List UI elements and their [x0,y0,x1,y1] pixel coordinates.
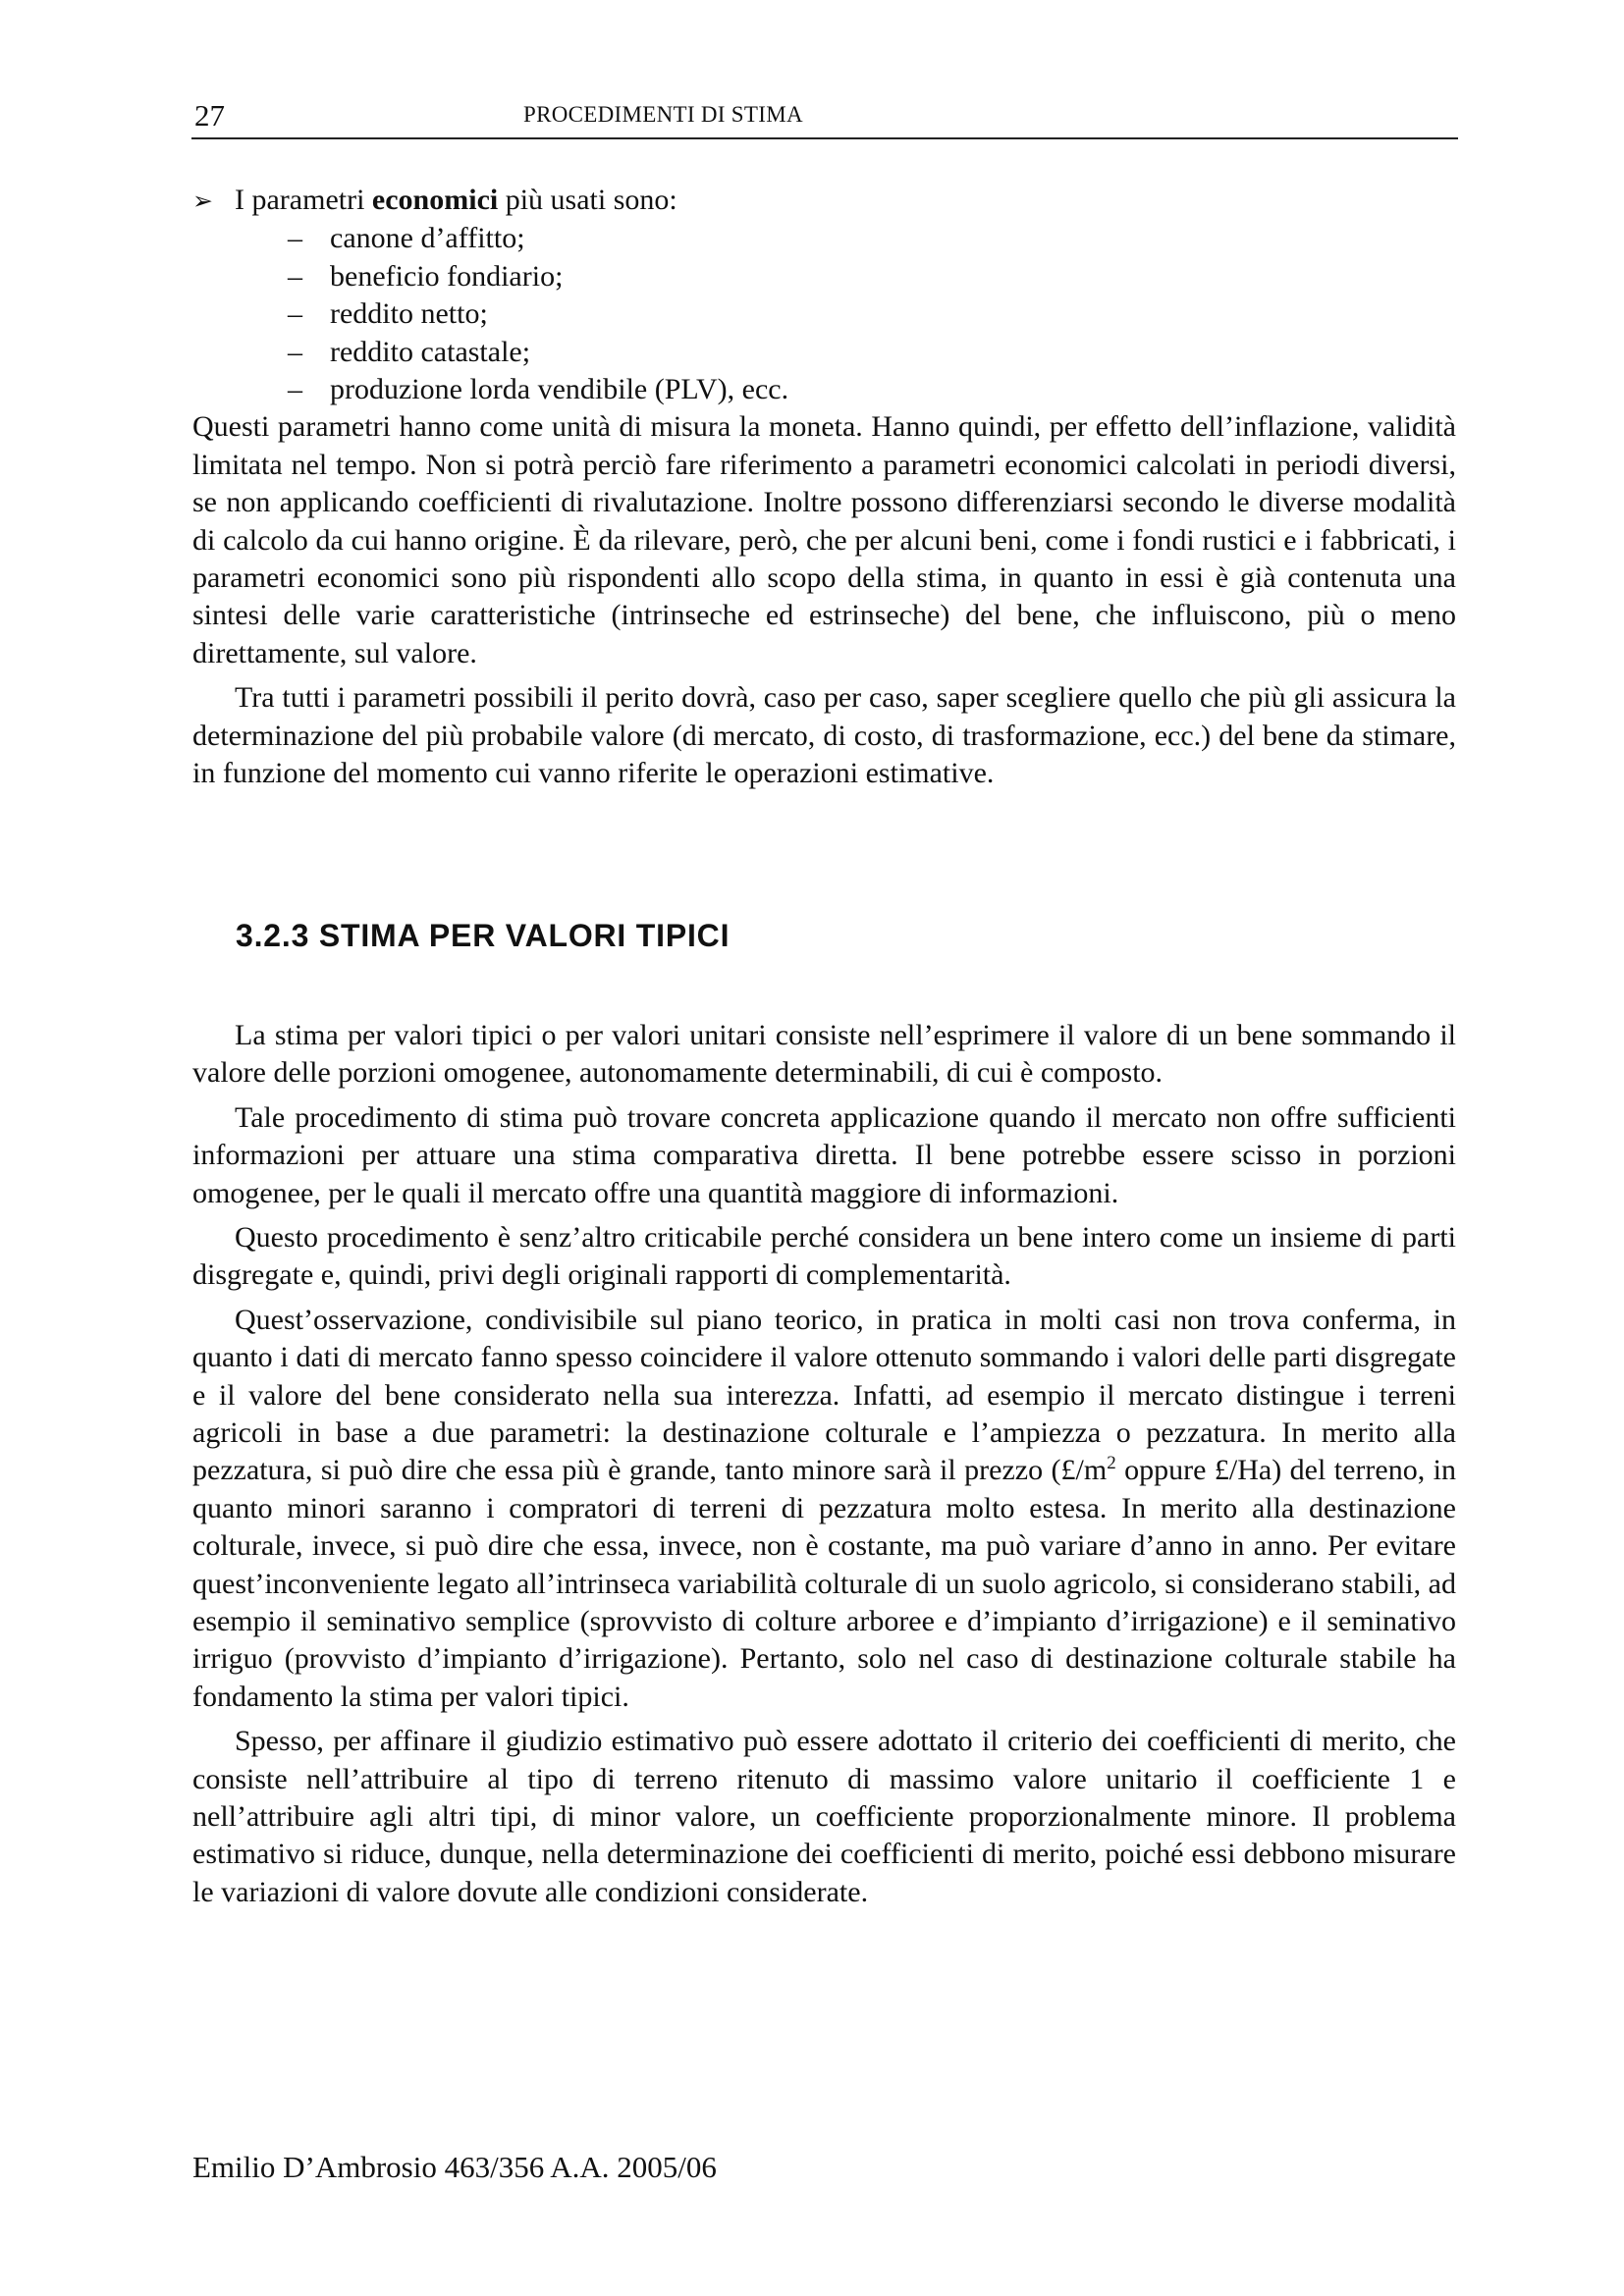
paragraph: Spesso, per affinare il giudizio estimativo può essere adottato il criterio dei coefficienti di merito, che consiste nell’attribuire al tipo di terreno ritenuto di massimo valore unitario il coefficiente 1 e nell’attribuire agli altri tipi, di minor valore, un coefficiente proporzionalmente minore. Il problema estimativo si riduce, dunque, nella determinazione dei coefficienti di merito, poiché essi debbono misurare le variazioni di valore dovute alle condizioni considerate. [192,1725,1456,1908]
list-item: – reddito netto; [288,295,1456,333]
parameters-list [192,220,1456,408]
dash-bullet-icon: – [288,297,302,331]
running-header [191,96,1458,139]
parameters-intro [192,182,1456,220]
page-footer: Emilio D’Ambrosio 463/356 A.A. 2005/06 [192,2150,717,2184]
dash-bullet-icon: – [288,335,302,368]
bold-term: economici [371,184,499,216]
dash-bullet-icon: – [288,222,302,255]
dash-bullet-icon: – [288,259,302,293]
paragraph: Tra tutti i parametri possibili il perito dovrà, caso per caso, saper scegliere quello che più gli assicura la determinazione del più probabile valore (di mercato, di costo, di trasformazione, ecc.) del bene da stimare, in funzione del momento cui vanno riferite le operazioni estimative. [192,681,1456,790]
parameters-intro-text: I parametri economici più usati sono: [235,184,677,216]
arrow-bullet-icon: ➢ [192,187,213,215]
list-item: – canone d’affitto; [288,220,1456,257]
paragraph: Questi parametri hanno come unità di misura la moneta. Hanno quindi, per effetto dell’inflazione, validità limitata nel tempo. Non si potrà perciò fare riferimento a parametri economici calcolati in periodi diversi, se non applicando coefficienti di rivalutazione. Inoltre possono differenziarsi secondo le diverse modalità di calcolo da cui hanno origine. È da rilevare, però, che per alcuni beni, come i fondi rustici e i fabbricati, i parametri economici sono più rispondenti allo scopo della stima, in quanto in essi è già contenuta una sintesi delle varie caratteristiche (intrinseche ed estrinseche) del bene, che influiscono, più o meno direttamente, sul valore. [192,410,1456,669]
list-item: – beneficio fondiario; [288,258,1456,295]
superscript: 2 [1107,1453,1116,1474]
page-number: 27 [194,98,225,133]
body-content [192,182,1456,1911]
list-item: – reddito catastale; [288,334,1456,371]
section-heading: 3.2.3 STIMA PER VALORI TIPICI [236,917,731,953]
header-title: PROCEDIMENTI DI STIMA [523,102,803,127]
dash-bullet-icon: – [288,373,302,406]
paragraph: Quest’osservazione, condivisibile sul piano teorico, in pratica in molti casi non trova conferma, in quanto i dati di mercato fanno spesso coincidere il valore ottenuto sommando i valori delle parti disgregate e il valore del bene considerato nella sua interezza. Infatti, ad esempio il mercato distingue i terreni agricoli in base a due parametri: la destinazione colturale e l’ampiezza o pezzatura. In merito alla pezzatura, si può dire che essa più è grande, tanto minore sarà il prezzo ($£/m^2$ oppure £/Ha) del terreno, in quanto minori saranno i compratori di terreni di pezzatura molto estesa. In merito alla destinazione colturale, invece, si può dire che essa, invece, non è costante, ma può variare d’anno in anno. Per evitare quest’inconveniente legato all’intrinseca variabilità colturale di un suolo agricolo, si considerano stabili, ad esempio il seminativo semplice (sprovvisto di colture arboree e d’impianto d’irrigazione) e il seminativo irriguo (provvisto d’impianto d’irrigazione). Pertanto, solo nel caso di destinazione colturale stabile ha fondamento la stima per valori tipici. [192,1303,1456,1713]
list-item: – produzione lorda vendibile (PLV), ecc. [288,371,1456,408]
paragraph: Questo procedimento è senz’altro criticabile perché considera un bene intero come un insieme di parti disgregate e, quindi, privi degli originali rapporti di complementarità. [192,1220,1456,1292]
paragraph: Tale procedimento di stima può trovare concreta applicazione quando il mercato non offre sufficienti informazioni per attuare una stima comparativa diretta. Il bene potrebbe essere scisso in porzioni omogenee, per le quali il mercato offre una quantità maggiore di informazioni. [192,1100,1456,1209]
paragraph: La stima per valori tipici o per valori unitari consiste nell’esprimere il valore di un bene sommando il valore delle porzioni omogenee, autonomamente determinabili, di cui è composto. [192,1018,1456,1090]
